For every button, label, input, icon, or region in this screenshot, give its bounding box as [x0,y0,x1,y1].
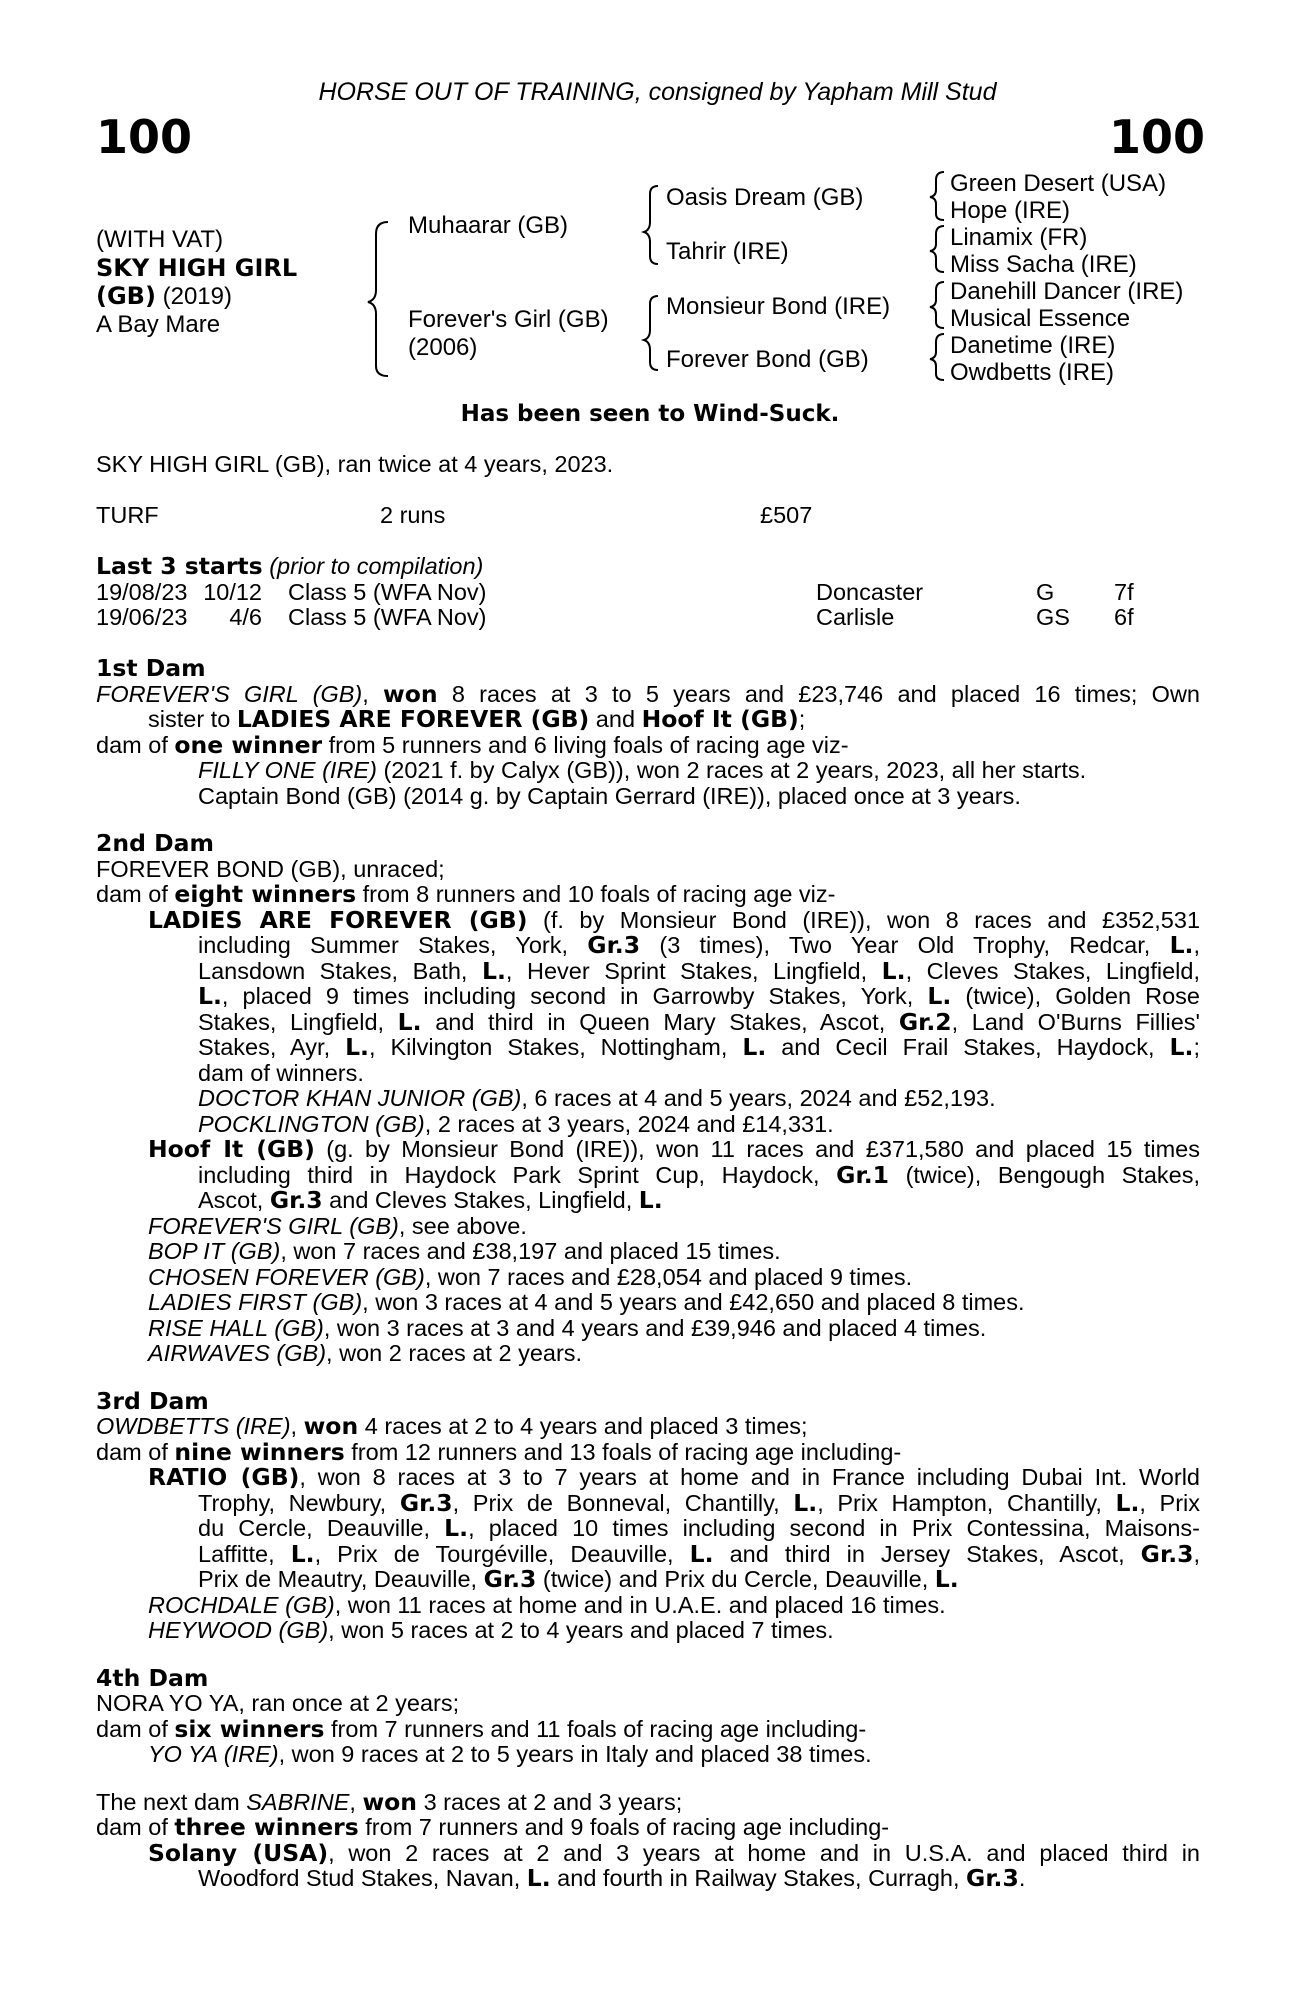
wind-suck-notice: Has been seen to Wind-Suck. [460,401,840,427]
horse-name: SKY HIGH GIRL [96,254,298,282]
race-summary: SKY HIGH GIRL (GB), ran twice at 4 years, 2023. [96,451,614,477]
ladies-are-forever-line: Lansdown Stakes, Bath, L., Hever Sprint Stakes, Lingfield, L., Cleves Stakes, Lingfield, [198,956,1200,985]
second-dam-line: dam of eight winners from 8 runners and 10 foals of racing age viz- [96,880,836,908]
first-dam-line: sister to LADIES ARE FOREVER (GB) and Hoof It (GB); [148,705,806,733]
ladies-are-forever-line: dam of winners. [198,1059,364,1086]
brace-dam [644,296,658,370]
start-date: 19/06/23 [96,604,188,630]
pedigree-dam-year: (2006) [408,334,478,361]
fourth-dam-heading: 4th Dam [96,1663,209,1692]
third-dam-progeny: ROCHDALE (GB), won 11 races at home and in U.A.E. and placed 16 times. [148,1591,946,1618]
pedigree-g1: Green Desert (USA) [950,170,1167,197]
next-dam-line: dam of three winners from 7 runners and 9 foals of racing age including- [96,1813,890,1841]
fourth-dam-line: dam of six winners from 7 runners and 11 foals of racing age including- [96,1714,867,1743]
hoof-it-line: Ascot, Gr.3 and Cleves Stakes, Lingfield, L. [198,1186,663,1214]
spacer [96,1644,1200,1666]
hoof-it-line: Hoof It (GB) (g. by Monsieur Bond (IRE)), won 11 races and £371,580 and placed 15 times [148,1135,1200,1163]
turf-earnings: £507 [760,502,813,528]
pedigree-notes [96,656,1200,1892]
second-dam-progeny: CHOSEN FOREVER (GB), won 7 races and £28,054 and placed 9 times. [148,1263,913,1290]
brace-g2 [930,226,944,272]
ladies-are-forever-line: Stakes, Ayr, L., Kilvington Stakes, Nottingham, L. and Cecil Frail Stakes, Haydock, L.; [198,1033,1200,1061]
ratio-line: Trophy, Newbury, Gr.3, Prix de Bonneval, Chantilly, L., Prix Hampton, Chantilly, L., Prix [198,1488,1201,1517]
ladies-are-forever-line: including Summer Stakes, York, Gr.3 (3 times), Two Year Old Trophy, Redcar, L., [198,931,1201,959]
first-dam-line: dam of one winner from 5 runners and 6 living foals of racing age viz- [96,730,849,759]
start-date: 19/08/23 [96,579,188,605]
pedigree-g5: Danehill Dancer (IRE) [950,278,1184,305]
consignment-line: HORSE OUT OF TRAINING, consigned by Yapham Mill Stud [318,78,997,106]
spacer [96,809,1200,831]
second-dam-progeny: RISE HALL (GB), won 3 races at 3 and 4 years and £39,946 and placed 4 times. [148,1314,987,1341]
ladies-are-forever-line: LADIES ARE FOREVER (GB) (f. by Monsieur Bond (IRE)), won 8 races and £352,531 [148,905,1201,934]
fourth-dam-progeny: YO YA (IRE), won 9 races at 2 to 5 years in Italy and placed 38 times. [148,1741,872,1767]
pedigree-g3: Linamix (FR) [950,224,1088,251]
start-course: Doncaster [816,579,924,605]
start-pos: 10/12 [203,579,262,605]
lot-number-left: 100 [96,110,193,164]
second-dam-progeny: BOP IT (GB), won 7 races and £38,197 and placed 15 times. [148,1238,781,1264]
brace-g4 [930,334,944,380]
start-class: Class 5 (WFA Nov) [288,604,487,630]
horse-origin-year: (GB) (2019) [96,282,232,310]
pedigree-sire: Muhaarar (GB) [408,212,569,239]
ladies-are-forever-line: Stakes, Lingfield, L. and third in Queen Mary Stakes, Ascot, Gr.2, Land O'Burns Fillies' [198,1007,1200,1036]
first-dam-line: FOREVER'S GIRL (GB), won 8 races at 3 to 5 years and £23,746 and placed 16 times; Own [96,679,1200,708]
third-dam-line: dam of nine winners from 12 runners and 13 foals of racing age including- [96,1437,902,1466]
start-dist: 6f [1114,604,1134,630]
fourth-dam-line: NORA YO YA, ran once at 2 years; [96,1690,460,1716]
last-starts-heading: Last 3 starts (prior to compilation) [96,552,484,580]
third-dam-progeny: HEYWOOD (GB), won 5 races at 2 to 4 years and placed 7 times. [148,1617,834,1643]
pedigree-g8: Owdbetts (IRE) [950,359,1115,386]
start-course: Carlisle [816,604,895,630]
brace-sire-dam [368,222,388,376]
pedigree-g6: Musical Essence [950,305,1131,332]
ratio-line: RATIO (GB), won 8 races at 3 to 7 years at home and in France including Dubai Int. World [148,1463,1200,1491]
ratio-line: Prix de Meautry, Deauville, Gr.3 (twice) and Prix du Cercle, Deauville, L. [198,1565,959,1593]
third-dam-line: OWDBETTS (IRE), won 4 races at 2 to 4 years and placed 3 times; [96,1412,808,1440]
spacer [96,1768,1200,1790]
ladies-are-forever-line: POCKLINGTON (GB), 2 races at 3 years, 2024 and £14,331. [198,1110,834,1137]
brace-g3 [930,282,944,328]
vat-note: (WITH VAT) [96,226,224,253]
pedigree-dam: Forever's Girl (GB) [408,306,609,333]
pedigree-g7: Danetime (IRE) [950,332,1116,359]
horse-description: A Bay Mare [96,311,221,338]
pedigree-sire-dam: Tahrir (IRE) [666,238,789,265]
first-dam-heading: 1st Dam [96,654,206,682]
second-dam-progeny: FOREVER'S GIRL (GB), see above. [148,1212,527,1239]
lot-number-right: 100 [1108,110,1205,164]
ladies-are-forever-line: DOCTOR KHAN JUNIOR (GB), 6 races at 4 and 5 years, 2024 and £52,193. [198,1085,996,1111]
start-class: Class 5 (WFA Nov) [288,579,487,605]
solany-line: Solany (USA), won 2 races at 2 and 3 years at home and in U.S.A. and placed third in [148,1838,1200,1867]
third-dam-heading: 3rd Dam [96,1386,209,1415]
pedigree-g2: Hope (IRE) [950,197,1071,224]
brace-g1 [930,172,944,220]
second-dam-line: FOREVER BOND (GB), unraced; [96,855,445,882]
pedigree-sire-sire: Oasis Dream (GB) [666,184,864,211]
brace-sire [644,186,658,264]
turf-label: TURF [96,502,159,528]
second-dam-progeny: AIRWAVES (GB), won 2 races at 2 years. [148,1340,583,1366]
hoof-it-line: including third in Haydock Park Sprint Cup, Haydock, Gr.1 (twice), Bengough Stakes, [198,1160,1200,1189]
pedigree-dam-dam: Forever Bond (GB) [666,346,869,373]
pedigree-braces [0,0,1315,400]
ladies-are-forever-line: L., placed 9 times including second in Garrowby Stakes, York, L. (twice), Golden Rose [198,982,1200,1010]
solany-line: Woodford Stud Stakes, Navan, L. and fourth in Railway Stakes, Curragh, Gr.3. [198,1864,1026,1892]
second-dam-heading: 2nd Dam [96,829,214,857]
pedigree-dam-sire: Monsieur Bond (IRE) [666,293,891,320]
start-pos: 4/6 [229,604,262,630]
next-dam-line: The next dam SABRINE, won 3 races at 2 and 3 years; [96,1787,683,1816]
start-going: GS [1036,604,1070,630]
ratio-line: du Cercle, Deauville, L., placed 10 times including second in Prix Contessina, Maisons- [198,1514,1200,1542]
first-dam-progeny: Captain Bond (GB) (2014 g. by Captain Gerrard (IRE)), placed once at 3 years. [198,782,1021,809]
spacer [96,1367,1200,1389]
start-dist: 7f [1114,579,1134,605]
first-dam-progeny: FILLY ONE (IRE) (2021 f. by Calyx (GB)), won 2 races at 2 years, 2023, all her starts. [198,757,1087,783]
ratio-line: Laffitte, L., Prix de Tourgéville, Deauville, L. and third in Jersey Stakes, Ascot, Gr.3, [198,1539,1201,1568]
turf-runs: 2 runs [380,502,446,528]
pedigree-g4: Miss Sacha (IRE) [950,251,1137,278]
second-dam-progeny: LADIES FIRST (GB), won 3 races at 4 and 5 years and £42,650 and placed 8 times. [148,1289,1025,1315]
start-going: G [1036,579,1055,605]
